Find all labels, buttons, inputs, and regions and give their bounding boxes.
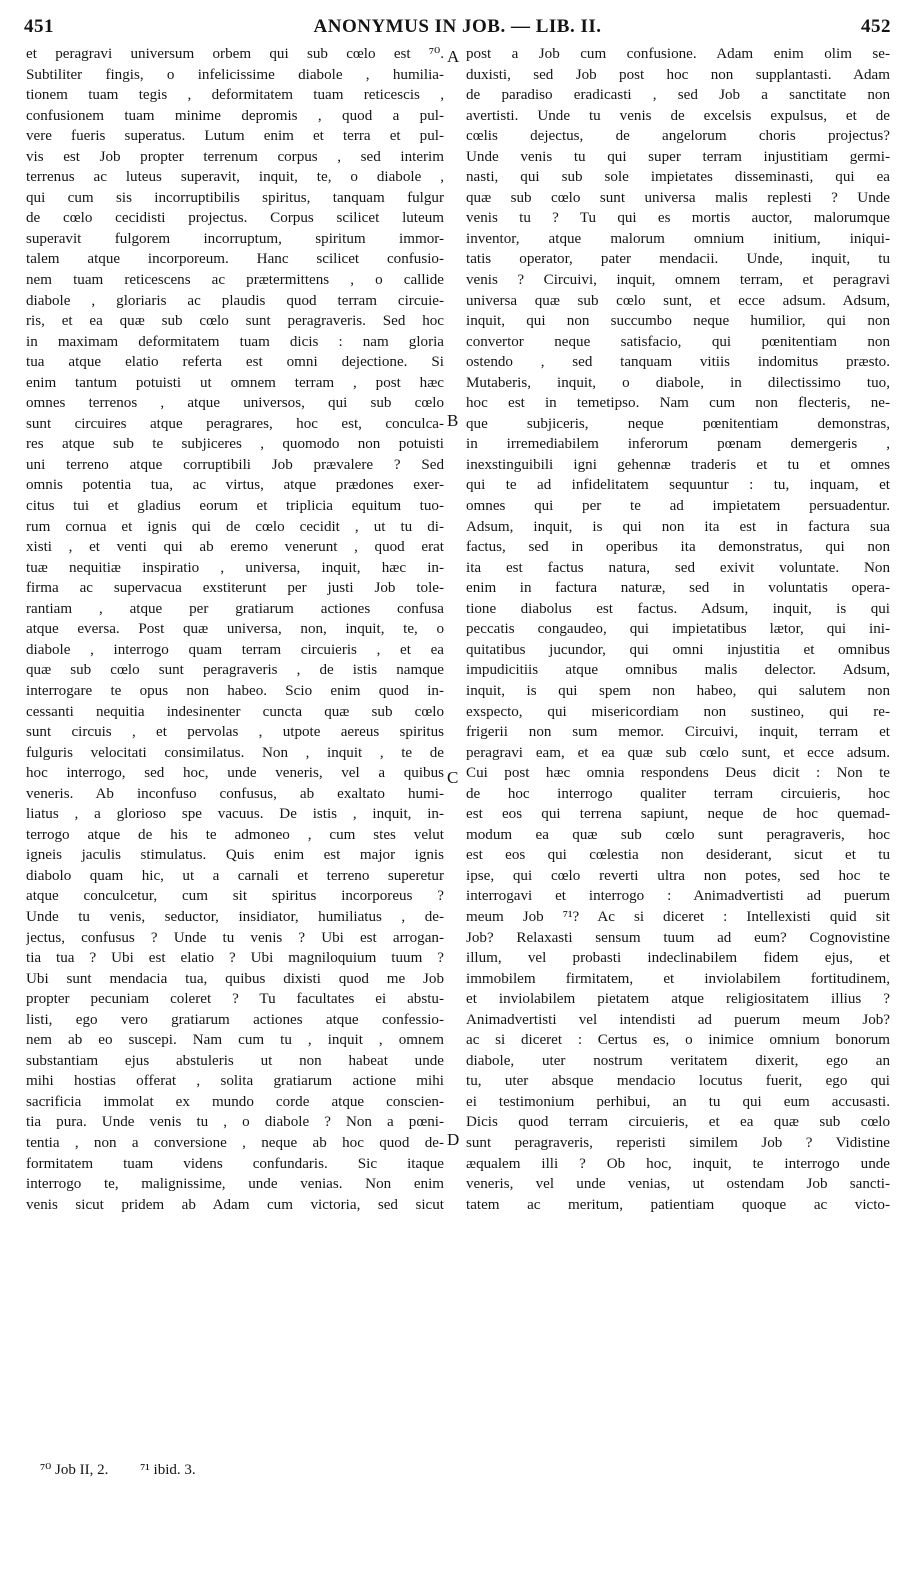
text-line: mihi hostias offerat , solita gratiarum actione mihi	[26, 1073, 444, 1090]
text-line: sacrificia immolat ex mundo corde atque conscien-	[26, 1093, 444, 1110]
text-line: superavit fulgorem incorruptum, spiritum immor-	[26, 230, 444, 247]
running-title: ANONYMUS IN JOB. — LIB. II.	[313, 16, 602, 37]
text-line: Cui post hæc omnia respondens Deus dicit : Non te	[466, 765, 890, 782]
text-line: talem atque incorporeum. Hanc scilicet confusio-	[26, 251, 444, 268]
text-line: universa quæ sub cœlo sunt, et ecce adsum. Adsum,	[466, 292, 890, 309]
text-line: rum cornua et ignis qui de cœlo cecidit , ut tu di-	[26, 518, 444, 535]
text-line: peccatis congaudeo, qui impietatibus lætor, qui ini-	[466, 621, 890, 638]
text-line: tentia , non a conversione , neque ab hoc quod de-	[26, 1134, 444, 1151]
text-line: sunt peragraveris, reperisti similem Job ? Vidistine	[466, 1134, 890, 1151]
text-line: factus, sed in operibus ita demonstratus, qui non	[466, 539, 890, 556]
text-line: quæ sub cœlo sunt universa malis replesti ? Unde	[466, 189, 890, 206]
text-line: meum Job ⁷¹? Ac si diceret : Intellexisti quid sit	[466, 908, 890, 925]
text-line: inquit, is qui spem non habeo, qui salutem non	[466, 682, 890, 699]
text-line: formitatem tuam videns confundaris. Sic itaque	[26, 1155, 444, 1172]
margin-marker-d: D	[447, 1130, 460, 1149]
text-line: inquit, qui non succumbo neque humilior, qui non	[466, 313, 890, 330]
text-line: diabole, uter nostrum veritatem dixerit, ego an	[466, 1052, 890, 1069]
text-line: Job? Relaxasti sensum tuum ad eum? Cognovistine	[466, 929, 890, 946]
text-line: de hoc interrogo qualiter terram circuieris, hoc	[466, 785, 890, 802]
text-line: que subjiceris, neque pœnitentiam demonstras,	[466, 415, 890, 432]
text-line: ita est factus natura, sed exivit voluntate. Non	[466, 559, 890, 576]
text-line: in maximam deformitatem tuam dicis : nam gloria	[26, 333, 444, 350]
text-line: atque conculcetur, cum sit spiritus incorporeus ?	[26, 888, 444, 905]
text-line: rantiam , atque per gratiarum actiones confusa	[26, 600, 444, 617]
text-line: terrenus ac luteus superavit, inquit, te, o diabole ,	[26, 169, 444, 186]
page-number-right: 452	[861, 16, 891, 37]
text-line: firma ac supervacua exstiterunt per justi Job tole-	[26, 580, 444, 597]
text-line: Dicis quod terram circuieris, et ea quæ sub cœlo	[466, 1114, 890, 1131]
text-line: interrogo te, malignissime, unde venias. Non enim	[26, 1176, 444, 1193]
text-line: enim tantum potuisti ut omnem terram , post hæc	[26, 374, 444, 391]
text-line: sunt circuires atque peragrares, hoc est, conculca-	[26, 415, 444, 432]
text-line: fulguris velocitati consimilatus. Non , inquit , te de	[26, 744, 444, 761]
text-line: omnes qui per te ad impietatem persuadentur.	[466, 498, 890, 515]
footnote: ⁷¹ ibid. 3.	[140, 1462, 196, 1478]
text-line: cessanti nequitia indesinenter cuncta quæ sub cœlo	[26, 703, 444, 720]
text-line: liatus , a glorioso spe vacuus. De istis , inquit, in-	[26, 806, 444, 823]
text-line: venis sicut pridem ab Adam cum victoria, sed sicut	[26, 1196, 444, 1213]
left-column	[26, 44, 444, 1215]
text-line: ac si diceret : Certus es, o inimice omnium bonorum	[466, 1032, 890, 1049]
text-line: nem ab eo suscepi. Nam cum tu , inquit , omnem	[26, 1032, 444, 1049]
text-line: veneris, vel unde venias, ut ostendam Job sancti-	[466, 1176, 890, 1193]
text-line: enim in factura naturæ, sed in voluntatis opera-	[466, 580, 890, 597]
text-line: æqualem illi ? Ob hoc, inquit, te interrogo unde	[466, 1155, 890, 1172]
text-line: vis est Job propter terrenum corpus , sed interim	[26, 148, 444, 165]
text-line: nem tuam reticescens ac prætermittens , o callide	[26, 272, 444, 289]
text-line: duxisti, sed Job post hoc non supplantasti. Adam	[466, 66, 890, 83]
text-line: tione diabolus est factus. Adsum, inquit, is qui	[466, 600, 890, 617]
text-line: tionem tuam tegis , deformitatem tuam reticescis ,	[26, 87, 444, 104]
text-line: interrogavi et interrogo : Animadvertisti ad puerum	[466, 888, 890, 905]
text-line: venis ? Circuivi, inquit, omnem terram, et peragravi	[466, 272, 890, 289]
text-line: uni terreno atque corruptibili Job prævalere ? Sed	[26, 456, 444, 473]
text-line: Ubi sunt mendacia tua, quibus dixisti quod me Job	[26, 970, 444, 987]
text-line: cœlis dejectus, de angelorum choris projectus?	[466, 128, 890, 145]
text-line: diabole , interrogo quam terram circuieris , et ea	[26, 641, 444, 658]
text-line: xisti , et venti qui ab eremo venerunt , quod erat	[26, 539, 444, 556]
text-line: impudicitiis atque omnibus malis delector. Adsum,	[466, 662, 890, 679]
text-line: terrogo atque de his te admoneo , cum stes velut	[26, 826, 444, 843]
text-line: confusionem tuam minime depromis , quod a pul-	[26, 107, 444, 124]
margin-marker-b: B	[447, 411, 459, 430]
text-line: tia tua ? Ubi est elatio ? Ubi magniloquium tuum ?	[26, 950, 444, 967]
text-line: interrogare te opus non habeo. Scio enim quod in-	[26, 682, 444, 699]
text-line: inexstinguibili igni gehennæ traderis et tu et omnes	[466, 456, 890, 473]
text-line: res atque sub te subjiceres , quomodo non potuisti	[26, 436, 444, 453]
text-line: Mutaberis, inquit, o diabole, in dilectissimo tuo,	[466, 374, 890, 391]
text-line: vere fueris superatus. Lutum enim et terra et pul-	[26, 128, 444, 145]
text-line: qui te ad infidelitatem sequuntur : tu, inquam, et	[466, 477, 890, 494]
text-line: propter pecuniam coleret ? Tu facultates ei abstu-	[26, 991, 444, 1008]
text-line: venis tu ? Tu qui es mortis auctor, malorumque	[466, 210, 890, 227]
text-line: substantiam ejus abstuleris ut non habeat unde	[26, 1052, 444, 1069]
text-line: tia pura. Unde venis tu , o diabole ? Non a pœni-	[26, 1114, 444, 1131]
text-line: peragravi eam, et ea quæ sub cœlo sunt, et ecce adsum.	[466, 744, 890, 761]
text-line: convertor neque satisfacio, qui pœnitentiam non	[466, 333, 890, 350]
text-line: hoc interrogo, sed hoc, unde veneris, vel a quibus	[26, 765, 444, 782]
text-line: diabole , gloriaris ac plaudis quod terram circuie-	[26, 292, 444, 309]
text-line: immobilem firmitatem, et inviolabilem fortitudinem,	[466, 970, 890, 987]
text-line: veneris. Ab inconfuso confusus, ab exaltato humi-	[26, 785, 444, 802]
text-line: de cœlo cecidisti projectus. Corpus scilicet luteum	[26, 210, 444, 227]
text-line: tatem ac meritum, patientiam quoque ac victo-	[466, 1196, 890, 1213]
text-line: tu, uter absque mendacio locutus fuerit, ego qui	[466, 1073, 890, 1090]
page-number-left: 451	[24, 16, 54, 37]
text-line: hoc est in temetipso. Nam cum non flecteris, ne-	[466, 395, 890, 412]
text-line: Animadvertisti vel intendisti ad puerum meum Job?	[466, 1011, 890, 1028]
text-line: Subtiliter fingis, o infelicissime diabole , humilia-	[26, 66, 444, 83]
text-line: igneis jaculis stimulatus. Quis enim est major ignis	[26, 847, 444, 864]
text-line: et peragravi universum orbem qui sub cœlo est ⁷⁰.	[26, 46, 444, 62]
text-line: ostendo , sed tanquam vitiis indomitus præsto.	[466, 354, 890, 371]
text-line: Adsum, inquit, is qui non ita est in factura sua	[466, 518, 890, 535]
text-line: frigerii non sum memor. Circuivi, inquit, terram et	[466, 724, 890, 741]
text-line: omnes terrenos , atque universos, qui sub cœlo	[26, 395, 444, 412]
text-line: modum ea quæ sub cœlo sunt peragraveris, hoc	[466, 826, 890, 843]
text-line: diabolo quam hic, ut a carnali et terreno superetur	[26, 867, 444, 884]
text-line: atque eversa. Post quæ universa, non, inquit, te, o	[26, 621, 444, 638]
text-line: post a Job cum confusione. Adam enim olim se-	[466, 46, 890, 62]
text-line: est eos qui terrena sapiunt, neque de hoc quemad-	[466, 806, 890, 823]
text-line: Unde venis tu qui super terram injustitiam germi-	[466, 148, 890, 165]
text-line: in irremediabilem inferorum pœnam demergeris ,	[466, 436, 890, 453]
text-line: avertisti. Unde tu venis de excelsis expulsus, et de	[466, 107, 890, 124]
text-line: citus tui et gladius eorum et triplicia equitum tuo-	[26, 498, 444, 515]
text-line: est eos qui cœlestia non desiderant, sicut et tu	[466, 847, 890, 864]
text-line: Unde tu venis, seductor, insidiator, humiliatus , de-	[26, 908, 444, 925]
margin-marker-a: A	[447, 47, 460, 66]
text-line: tua atque elatio referta est omni dejectione. Si	[26, 354, 444, 371]
text-line: nasti, qui sub sole impietates disseminasti, qui ea	[466, 169, 890, 186]
running-header	[24, 16, 891, 44]
text-line: et inviolabilem pietatem atque religiositatem illius ?	[466, 991, 890, 1008]
text-line: ipse, qui cœlo reverti ultra non potes, sed hoc te	[466, 867, 890, 884]
margin-marker-c: C	[447, 768, 459, 787]
text-line: tuæ nequitiæ inspiratio , universa, inquit, hæc in-	[26, 559, 444, 576]
text-line: inventor, atque malorum omnium initium, iniqui-	[466, 230, 890, 247]
text-line: quitatibus jucundor, qui omni injustitia et omnibus	[466, 641, 890, 658]
text-line: quæ sub cœlo sunt peragraveris , de istis namque	[26, 662, 444, 679]
text-line: ei testimonium perhibui, an tu qui eum accusasti.	[466, 1093, 890, 1110]
text-line: sunt circuis , et pervolas , utpote aereus spiritus	[26, 724, 444, 741]
text-line: tatis operator, pater mendacii. Unde, inquit, tu	[466, 251, 890, 268]
text-line: jectus, confusus ? Unde tu venis ? Ubi est arrogan-	[26, 929, 444, 946]
text-line: omnis potentia tua, ac virtus, atque prædones exer-	[26, 477, 444, 494]
text-line: qui cum sis incorruptibilis spiritus, tanquam fulgur	[26, 189, 444, 206]
right-column	[466, 44, 890, 1215]
footnotes	[40, 1460, 224, 1479]
text-line: illum, vel probasti indeclinabilem fidem ejus, et	[466, 950, 890, 967]
text-line: ris, et ea quæ sub cœlo sunt peragraveris. Sed hoc	[26, 313, 444, 330]
text-line: exspecto, qui misericordiam non sustineo, qui re-	[466, 703, 890, 720]
footnote: ⁷⁰ Job II, 2.	[40, 1462, 109, 1478]
text-line: listi, ego vero gratiarum actiones atque confessio-	[26, 1011, 444, 1028]
text-line: de paradiso eradicasti , sed Job a sanctitate non	[466, 87, 890, 104]
